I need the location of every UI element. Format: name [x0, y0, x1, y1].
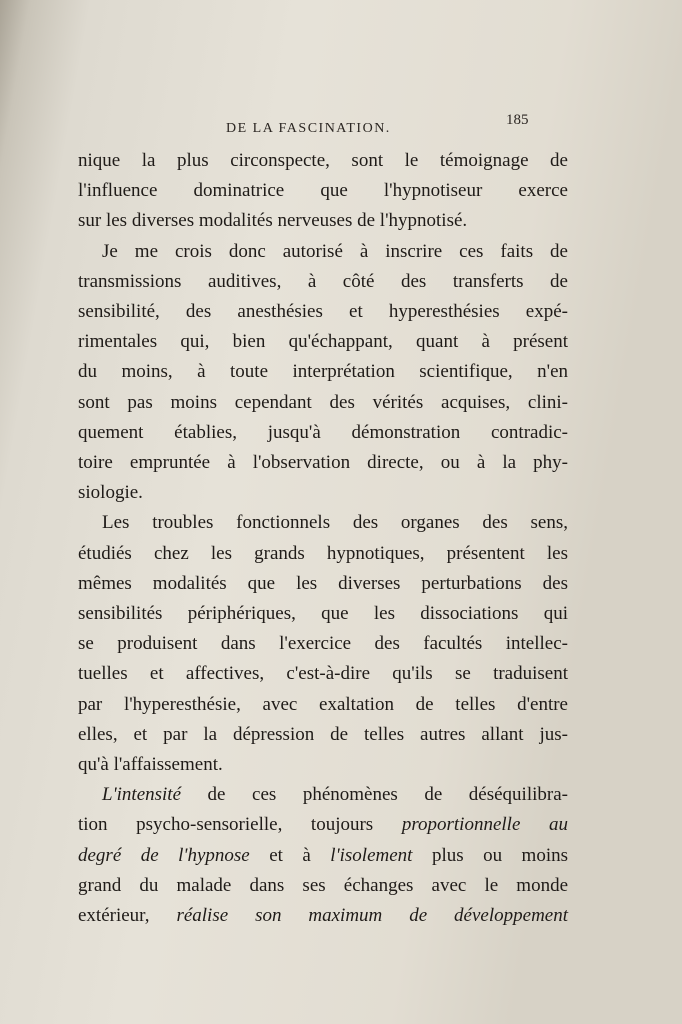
page-number: 185 — [506, 112, 529, 128]
text-line: l'influence dominatrice que l'hypnotiseur exerce — [78, 180, 568, 202]
text-line: qu'à l'affaissement. — [78, 754, 223, 776]
text-line: tuelles et affectives, c'est-à-dire qu'ils se traduisent — [78, 663, 568, 685]
text-line: Je me crois donc autorisé à inscrire ces faits de — [102, 240, 568, 262]
text-line: mêmes modalités que les diverses perturbations des — [78, 572, 568, 594]
text-run: et à — [249, 844, 331, 866]
text-line: rimentales qui, bien qu'échappant, quant à présent — [78, 331, 568, 353]
italic-run: L'intensité — [102, 784, 182, 806]
paragraph-1 — [78, 146, 568, 237]
text-line: quement établies, jusqu'à démonstration contradic- — [78, 421, 568, 443]
text-line: siologie. — [78, 482, 143, 504]
paragraph-4 — [78, 780, 568, 931]
text-run: tion psycho-sensorielle, toujours — [78, 814, 402, 836]
text-line: se produisent dans l'exercice des facultés intellec- — [78, 633, 568, 655]
text-line — [78, 901, 568, 931]
text-line — [78, 780, 568, 810]
italic-run: degré de l'hypnose — [78, 844, 250, 866]
body-text — [78, 146, 568, 931]
text-line: étudiés chez les grands hypnotiques, présentent les — [78, 542, 568, 564]
text-line: sensibilité, des anesthésies et hyperesthésies expé- — [78, 301, 568, 323]
text-line: sensibilités périphériques, que les dissociations qui — [78, 603, 568, 625]
text-run: plus ou moins — [412, 844, 568, 866]
text-line: nique la plus circonspecte, sont le témoignage de — [78, 150, 568, 171]
text-line — [78, 810, 568, 840]
text-run: de ces phénomènes de déséquilibra- — [181, 784, 568, 806]
italic-run: réalise son maximum de développement — [176, 905, 568, 927]
text-line: Les troubles fonctionnels des organes des sens, — [102, 512, 568, 534]
text-line: transmissions auditives, à côté des transferts de — [78, 270, 568, 292]
italic-run: proportionnelle au — [401, 814, 568, 836]
text-run: extérieur, — [78, 905, 177, 927]
text-line: elles, et par la dépression de telles autres allant jus- — [78, 723, 568, 745]
text-line: par l'hyperesthésie, avec exaltation de telles d'entre — [78, 693, 568, 715]
text-line: toire empruntée à l'observation directe, ou à la phy- — [78, 452, 568, 474]
text-line: sont pas moins cependant des vérités acquises, clini- — [78, 391, 568, 413]
paragraph-2 — [78, 237, 568, 509]
running-head: DE LA FASCINATION. — [226, 121, 391, 136]
italic-run: l'isolement — [330, 844, 413, 866]
text-line — [78, 841, 568, 871]
text-line: sur les diverses modalités nerveuses de l'hypnotisé. — [78, 210, 468, 232]
text-line: du moins, à toute interprétation scientifique, n'en — [78, 361, 568, 383]
paragraph-3 — [78, 508, 568, 780]
text-line: grand du malade dans ses échanges avec le monde — [78, 874, 568, 896]
